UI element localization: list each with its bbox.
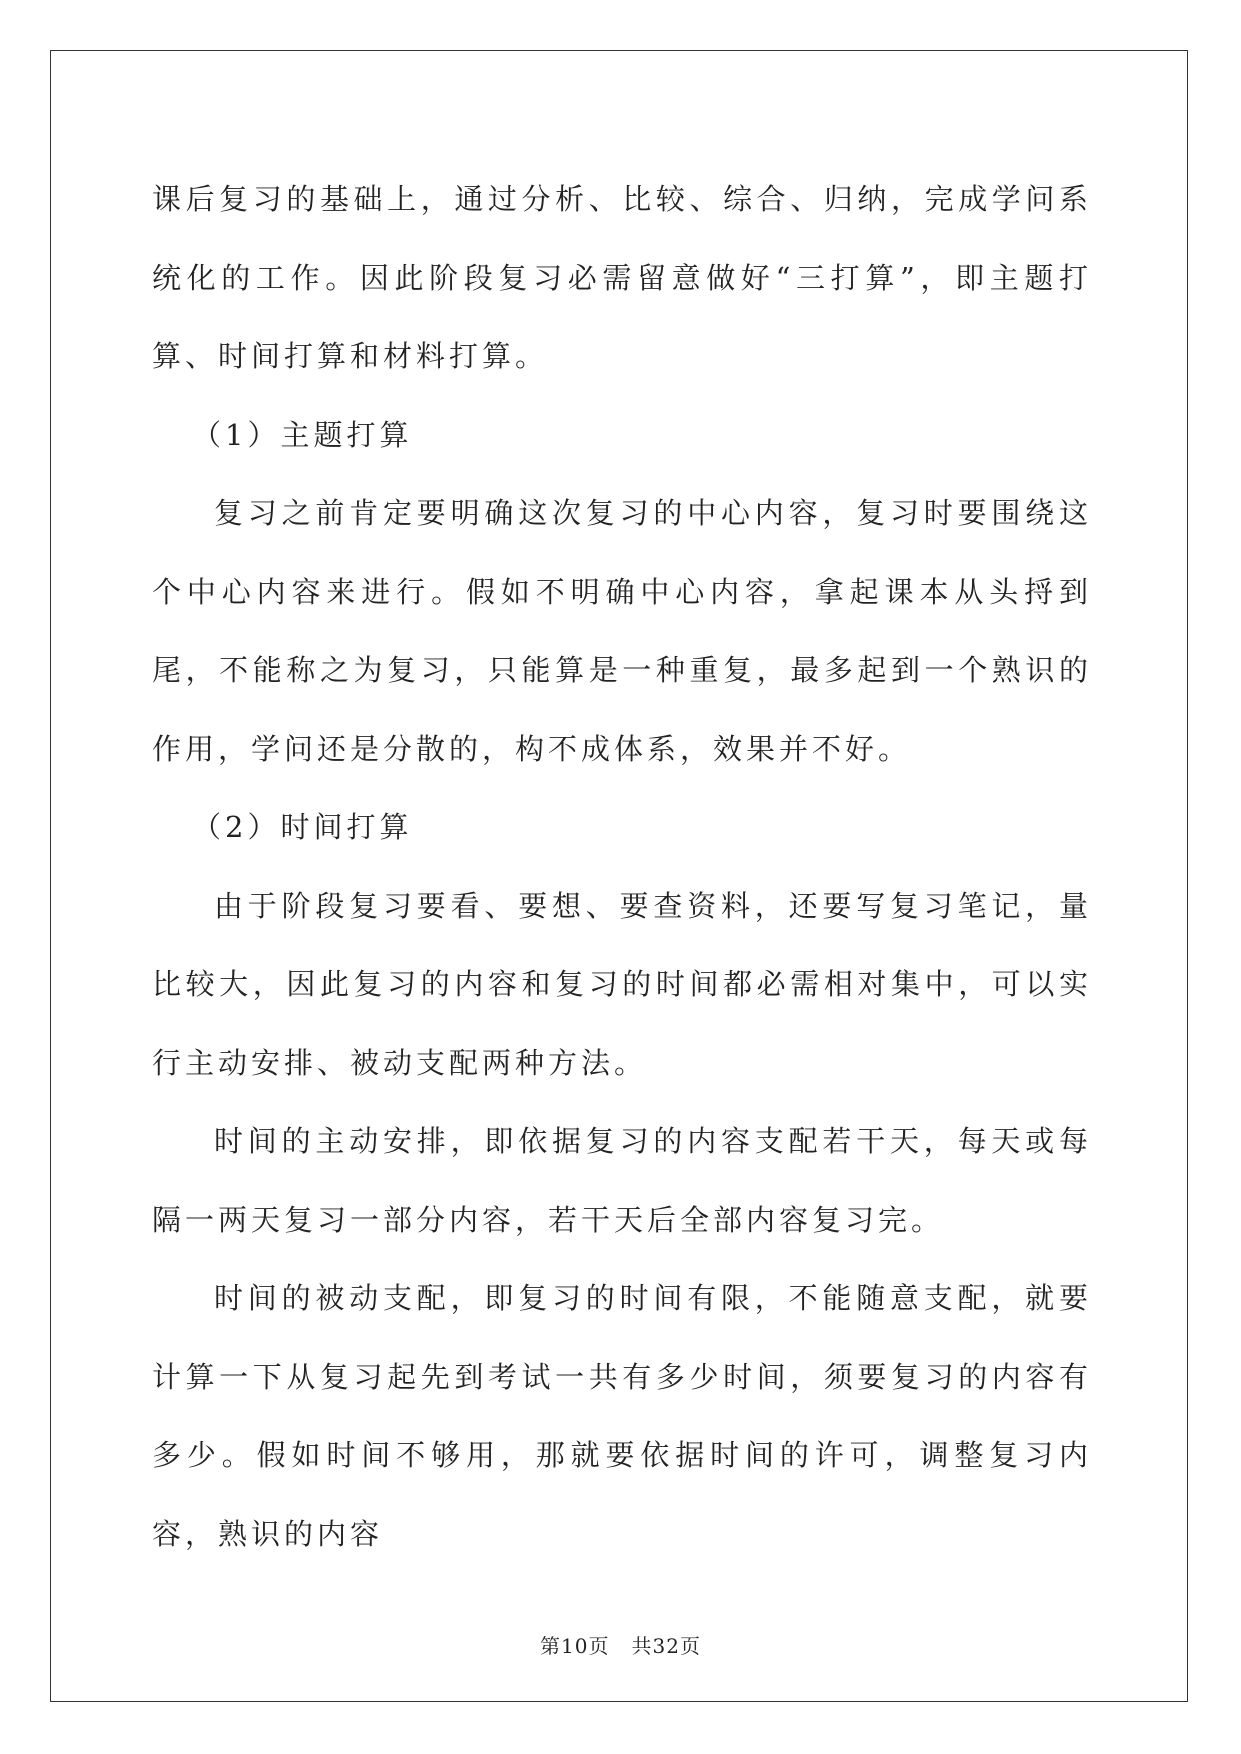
paragraph-continuation: 课后复习的基础上，通过分析、比较、综合、归纳，完成学问系统化的工作。因此阶段复习必需留意做好“三打算”，即主题打算、时间打算和材料打算。 xyxy=(152,182,1092,373)
paragraph-time-plan: 由于阶段复习要看、要想、要查资料，还要写复习笔记，量比较大，因此复习的内容和复习的时间都必需相对集中，可以实行主动安排、被动支配两种方法。 xyxy=(152,888,1092,1080)
section-heading-time-plan: （2）时间打算 xyxy=(192,810,413,844)
paragraph-topic-plan: 复习之前肯定要明确这次复习的中心内容，复习时要围绕这个中心内容来进行。假如不明确中心内容，拿起课本从头捋到尾，不能称之为复习，只能算是一种重复，最多起到一个熟识的作用，学问还是分散的，构不成体系，效果并不好。 xyxy=(152,496,1092,766)
paragraph-active-arrangement: 时间的主动安排，即依据复习的内容支配若干天，每天或每隔一两天复习一部分内容，若干天后全部内容复习完。 xyxy=(152,1124,1092,1237)
page-total: 共32页 xyxy=(631,1634,701,1658)
paragraph-passive-arrangement: 时间的被动支配，即复习的时间有限，不能随意支配，就要计算一下从复习起先到考试一共有多少时间，须要复习的内容有多少。假如时间不够用，那就要依据时间的许可，调整复习内容，熟识的内容 xyxy=(152,1281,1092,1551)
page-footer xyxy=(0,1630,1241,1659)
page-number: 第10页 xyxy=(540,1634,610,1658)
section-heading-topic-plan: （1）主题打算 xyxy=(192,417,413,452)
document-body xyxy=(152,160,1092,1573)
